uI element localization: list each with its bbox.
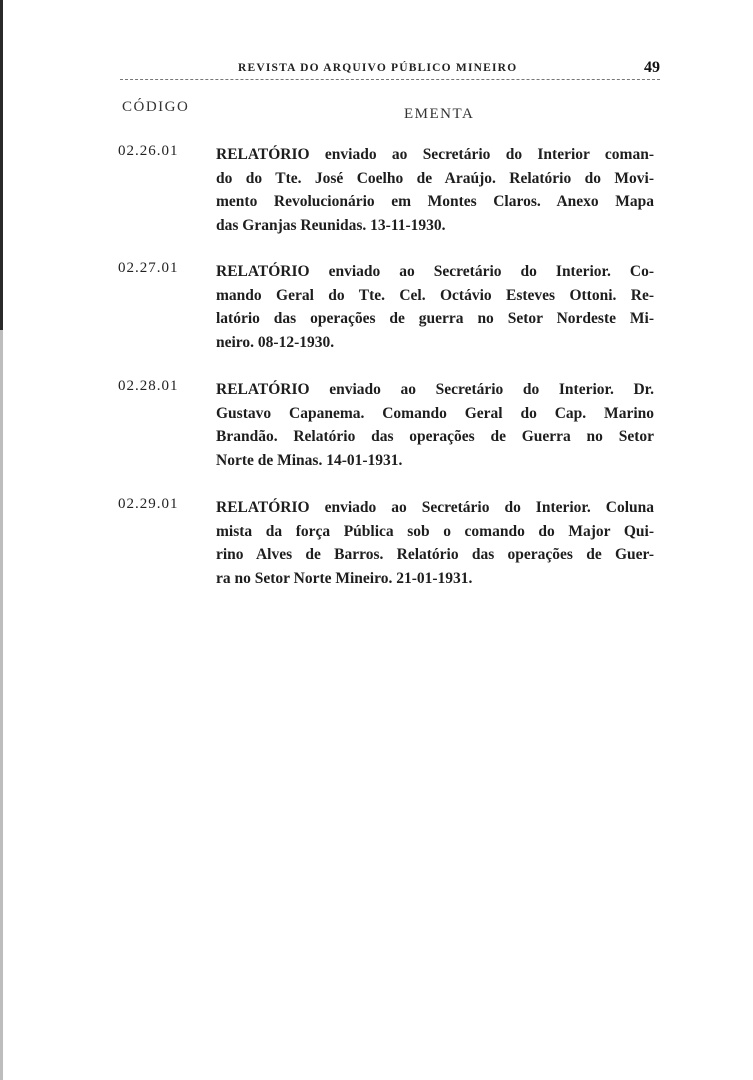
- running-head: [120, 59, 660, 88]
- entry-summary: [216, 143, 654, 237]
- summary-line: do do Tte. José Coelho de Araújo. Relatório do Movi-: [216, 169, 654, 187]
- summary-line: RELATÓRIO enviado ao Secretário do Interior. Coluna: [216, 499, 654, 516]
- page-edge: [0, 0, 3, 1080]
- column-heading-ementa: EMENTA: [404, 106, 475, 122]
- summary-line: mando Geral do Tte. Cel. Octávio Esteves Ottoni. Re-: [216, 286, 654, 304]
- entry-code: 02.27.01: [118, 260, 179, 276]
- entry-code: 02.28.01: [118, 378, 179, 394]
- summary-line: ra no Setor Norte Mineiro. 21-01-1931.: [216, 569, 473, 587]
- running-title: REVISTA DO ARQUIVO PÚBLICO MINEIRO: [238, 62, 518, 74]
- summary-line: RELATÓRIO enviado ao Secretário do Interior. Dr.: [216, 381, 654, 398]
- summary-line: RELATÓRIO enviado ao Secretário do Interior. Co-: [216, 263, 654, 280]
- summary-line: RELATÓRIO enviado ao Secretário do Interior coman-: [216, 146, 654, 163]
- column-heading-code: CÓDIGO: [122, 99, 190, 115]
- summary-line: rino Alves de Barros. Relatório das operações de Guer-: [216, 546, 654, 563]
- entry-code: 02.29.01: [118, 496, 179, 512]
- entry-summary: [216, 496, 654, 590]
- summary-line: Norte de Minas. 14-01-1931.: [216, 451, 403, 469]
- summary-line: mista da força Pública sob o comando do Major Qui-: [216, 522, 654, 540]
- entry-summary: [216, 260, 654, 354]
- entry-summary: [216, 378, 654, 472]
- summary-line: das Granjas Reunidas. 13-11-1930.: [216, 216, 446, 234]
- summary-line: Gustavo Capanema. Comando Geral do Cap. Marino: [216, 404, 654, 422]
- summary-line: latório das operações de guerra no Setor Nordeste Mi-: [216, 310, 654, 327]
- summary-line: mento Revolucionário em Montes Claros. Anexo Mapa: [216, 193, 654, 210]
- summary-line: Brandão. Relatório das operações de Guerra no Setor: [216, 428, 654, 445]
- header-rule: [120, 79, 660, 80]
- entry-code: 02.26.01: [118, 143, 179, 159]
- summary-line: neiro. 08-12-1930.: [216, 333, 335, 351]
- page-number: 49: [644, 59, 660, 76]
